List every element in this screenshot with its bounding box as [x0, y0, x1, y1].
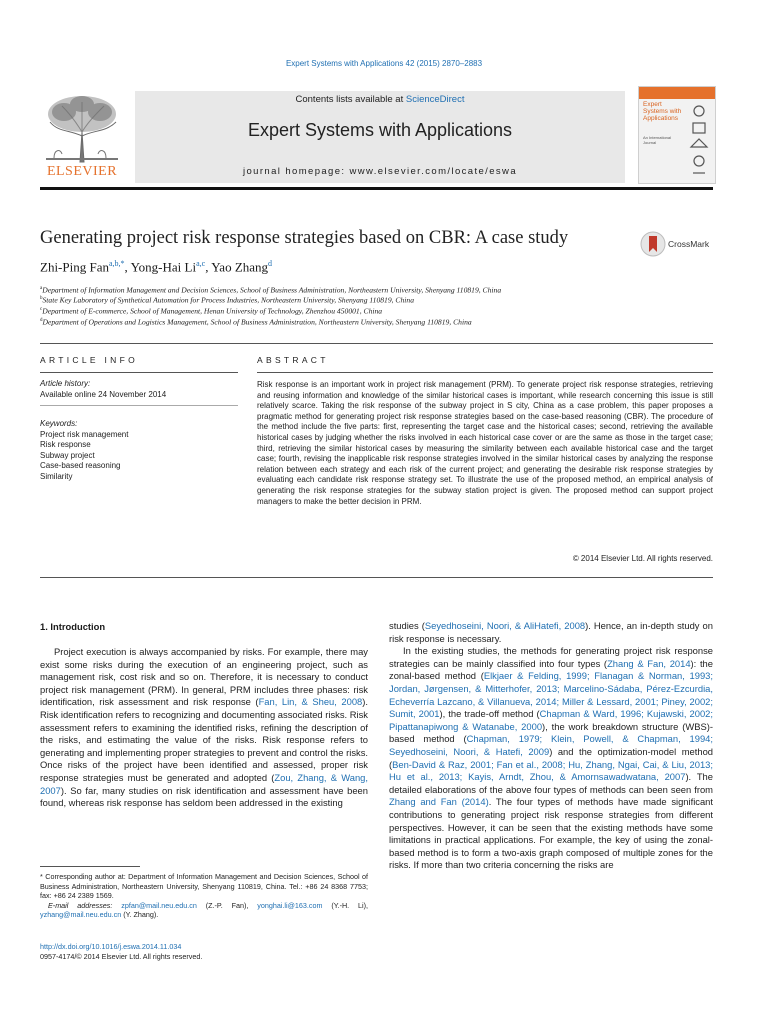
sciencedirect-link[interactable]: ScienceDirect: [405, 94, 465, 105]
affiliation: $^c$Department of E-commerce, School of Management, Henan University of Technology, Zhenzhou 450001, China: [40, 306, 383, 316]
keywords-block: [40, 419, 238, 483]
reference-link[interactable]: Zhang & Fan, 2014: [607, 657, 691, 669]
cover-title: Expert Systems with Applications: [643, 101, 682, 122]
issn-line: 0957-4174/© 2014 Elsevier Ltd. All rights reserved.: [40, 952, 203, 961]
keywords-label: Keywords:: [40, 419, 78, 428]
corresponding-author-footnote: * Corresponding author at: Department of Information Management and Decision Sciences, School of Business Administration, Northeastern University, Shenyang 110819, China. Tel.: +86 24 8368 7753; fax: +86 24 2389 1569. E-mail addresses: zpfan@mail.neu.edu.cn (Z.-P. Fan), yonghai.li@163.com (Y.-H. Li), yzhang@mail.neu.edu.cn (Y. Zhang).: [40, 872, 368, 920]
reference-link[interactable]: Zhang and Fan (2014): [389, 796, 489, 808]
reference-link[interactable]: Seyedhoseini, Noori, & AliHatefi, 2008: [424, 620, 586, 631]
abstract-bottom-rule: [40, 577, 713, 578]
journal-title: Expert Systems with Applications: [247, 120, 513, 140]
history-label: Article history:: [40, 379, 91, 388]
intro-paragraph: In the existing studies, the methods for generating project risk response strategies can be mainly classified into four types (Zhang & Fan, 2014): the zonal-based method (Elkjaer & Felding, 1999; Flanagan & Norman, 1993; Jordan, Jørgensen, & Mitterhofer, 2013; Marcelino-Sádaba, Pérez-Ezcurdia, Echeverría Lazcano, & Villanueva, 2014; Miller & Lessard, 2001; Piney, 2002; Sumit, 2001), the trade-off method (Chapman & Ward, 1996; Kujawski, 2002; Pipattanapiwong & Watanabe, 2000), the work breakdown structure (WBS)-based method (Chapman, 1979; Klein, Powell, & Chapman, 1994; Seyedhoseini, Noori, & Hatefi, 2009) and the optimization-model method (Ben-David & Raz, 2001; Fan et al., 2008; Hu, Zhang, Ngai, Cai, & Liu, 2013; Hu et al., 2013; Kayis, Arndt, Zhou, & Amornsawadwatana, 2007). The detailed elaborations of the above four types of methods can been seen from Zhang and Fan (2014). The four types of methods have made significant contributions to generating project risk response strategies from different perspectives. However, it can be seen that the existing methods have some limitations in practical applications. For example, the key of using the zonal-based method is to form a two-axis graph composed of multiple zones for the risks. If more than two criteria concerning the risks are: [389, 645, 714, 871]
reference-link[interactable]: Ben-David & Raz, 2001; Fan et al., 2008; Hu, Zhang, Ngai, Cai, & Liu, 2013; Hu et al., 2013; Kayis, Arndt, Zhou, & Amornsawadwatana, 2007: [389, 758, 713, 783]
article-info-heading: ARTICLE INFO: [40, 355, 139, 365]
email-link[interactable]: zpfan@mail.neu.edu.cn: [121, 900, 197, 910]
author-name[interactable]: Zhi-Ping Fan: [40, 259, 109, 275]
keyword: Risk response: [40, 440, 91, 450]
email-link[interactable]: yonghai.li@163.com: [257, 900, 323, 910]
author-list: Zhi-Ping Fan$^{a,b,*}$, Yong-Hai Li$^{a,c}$, Yao Zhang$^d$: [40, 259, 273, 275]
journal-citation-link[interactable]: Expert Systems with Applications 42 (2015) 2870–2883: [285, 59, 483, 68]
footnote-rule: [40, 866, 140, 867]
author-affil-sup[interactable]: d: [268, 259, 273, 268]
author-affil-sup[interactable]: a,b,*: [108, 259, 125, 268]
intro-right-column: [389, 620, 713, 872]
cover-icons: [685, 103, 713, 179]
cover-band: [639, 87, 715, 99]
crossmark-label: CrossMark: [668, 239, 710, 249]
doi-block: [40, 942, 202, 962]
intro-paragraph: Project execution is always accompanied by risks. For example, there may exist some risks during the execution of an engineering project, such as management risk, cost risk and so on. Therefore, it is necessary to conduct project risk management (PRM). In general, PRM includes three phases: risk identification, risk assessment and risk response (Fan, Lin, & Sheu, 2008). Risk identification refers to recognizing and documenting associated risks. Risk assessment refers to examining the identified risks, refining the description of the risks, and estimating the value of the risks. Risk response refers to generating and implementing proper strategies to prevent and control the risks. Once risks of the project have been identified and assessed, proper risk response strategies must be generated and adopted (Zou, Zhang, & Wang, 2007). So far, many studies on risk identification and assessment have been found, whereas risk response has seldom been addressed in the existing: [40, 646, 368, 809]
article-info-rule: [40, 372, 238, 373]
doi-link[interactable]: http://dx.doi.org/10.1016/j.eswa.2014.11.034: [40, 942, 182, 951]
abstract-copyright: © 2014 Elsevier Ltd. All rights reserved.: [572, 554, 713, 563]
reference-link[interactable]: Elkjaer & Felding, 1999; Flanagan & Norman, 1993; Jordan, Jørgensen, & Mitterhofer, 2013; Marcelino-Sádaba, Pérez-Ezcurdia, Echeverría Lazcano, & Villanueva, 2014; Miller & Lessard, 2001; Piney, 2002; Sumit, 2001: [389, 670, 713, 720]
publisher-name: ELSEVIER: [46, 164, 118, 179]
intro-left-column: [40, 646, 368, 810]
keyword: Similarity: [40, 471, 73, 481]
reference-link[interactable]: Chapman & Ward, 1996; Kujawski, 2002; Pipattanapiwong & Watanabe, 2000: [389, 708, 713, 732]
affiliation: $^b$State Key Laboratory of Synthetical Automation for Process Industries, Northeastern University, Shenyang 110819, China: [40, 295, 414, 305]
affiliation: $^a$Department of Information Management and Decision Sciences, School of Business Administration, Northeastern University, Shenyang 110819, China: [40, 285, 502, 295]
crossmark-badge[interactable]: [640, 231, 720, 255]
cover-subtitle: An International Journal: [643, 135, 672, 145]
keyword: Project risk management: [40, 429, 129, 439]
section-heading-introduction: 1. Introduction: [40, 621, 106, 632]
author-name[interactable]: Yao Zhang: [211, 259, 269, 275]
affiliation: $^d$Department of Operations and Logistics Management, School of Business Administration, Northeastern University, Shenyang 110819, China: [40, 317, 472, 327]
corresponding-text: * Corresponding author at: Department of Information Management and Decision Sciences, School of Business Administration, Northeastern University, Shenyang 110819, China. Tel.: +86 24 8368 7753; fax: +86 24 2389 1569.: [40, 872, 368, 901]
contents-line: [135, 94, 625, 105]
journal-cover-thumbnail: [638, 86, 716, 184]
author-affil-sup[interactable]: a,c: [196, 259, 206, 268]
paper-title: Generating project risk response strategies based on CBR: A case study: [40, 228, 569, 248]
info-top-rule: [40, 343, 713, 344]
abstract-rule: [257, 372, 713, 373]
abstract-heading: ABSTRACT: [257, 355, 329, 365]
header-rule: [40, 187, 713, 190]
crossmark-icon: [640, 231, 666, 257]
keyword: Subway project: [40, 450, 95, 460]
history-value: Available online 24 November 2014: [40, 389, 167, 399]
email-link[interactable]: yzhang@mail.neu.edu.cn: [40, 910, 122, 920]
intro-paragraph: studies (Seyedhoseini, Noori, & AliHatefi, 2008). Hence, an in-depth study on risk response is necessary.: [389, 620, 713, 644]
reference-link[interactable]: Chapman, 1979; Klein, Powell, & Chapman, 1994; Seyedhoseini, Noori, & Hatefi, 2009: [389, 733, 713, 757]
reference-link[interactable]: Zou, Zhang, & Wang, 2007: [40, 771, 368, 796]
author-name[interactable]: Yong-Hai Li: [130, 259, 197, 275]
article-info-divider: [40, 405, 238, 406]
abstract-text: Risk response is an important work in project risk management (PRM). To generate project risk response strategies, retrieving and reusing information and knowledge of the similar historical cases is important, while research concerning this issue is still relatively scarce. Taking the risk response of the subway project in S city, China as a case problem, this paper proposes a pragmatic method for generating project risk response strategies based on the case-based reasoning (CBR). The procedure of the method include the five parts: first, representing the target case and the historical cases; second, retrieving the available historical cases by judging whether the risks involved in each historical case cover or are the same as those in the target case; third, retrieving the similar historical cases by measuring the similarity between each available historical case and the target case; fourth, revising the inapplicable risk response strategies involved in the similar historical cases by analyzing the response relation between each strategy and each risk of the current project; and generating the desirable risk response strategies by evaluating each candidate risk response strategy set. To illustrate the use of the proposed method, an empirical analysis of generating the risk response strategies for the subway station project is given. The proposed method can support project managers to make the better decision in PRM.: [257, 380, 713, 506]
reference-link[interactable]: Fan, Lin, & Sheu, 2008: [258, 696, 363, 708]
keyword: Case-based reasoning: [40, 461, 121, 471]
article-history: [40, 379, 238, 400]
journal-homepage[interactable]: journal homepage: www.elsevier.com/locate/eswa: [242, 166, 518, 177]
contents-prefix: Contents lists available at: [295, 94, 406, 105]
